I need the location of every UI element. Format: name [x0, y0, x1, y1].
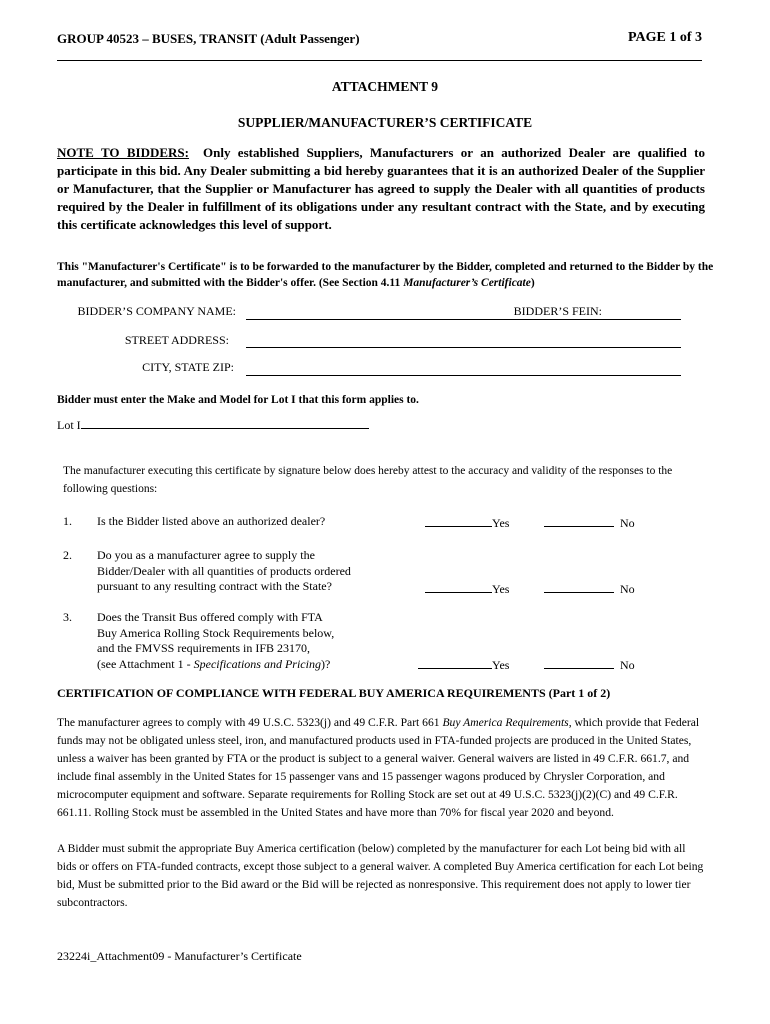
attachment-title: ATTACHMENT 9	[331, 79, 439, 94]
question-1-no-label: No	[620, 516, 635, 530]
question-1-no	[544, 514, 635, 532]
page-number: PAGE 1 of 3	[627, 30, 702, 45]
attest-text: The manufacturer executing this certificate by signature below does hereby attest to the accuracy and validity of the responses to the following questions:	[63, 465, 673, 495]
question-2-text	[97, 548, 351, 595]
question-2-no	[544, 580, 635, 598]
question-3-line-4-post: )?	[320, 656, 331, 671]
make-model-instruction: Bidder must enter the Make and Model for Lot I that this form applies to.	[57, 394, 419, 406]
question-1-yes	[425, 514, 509, 532]
question-1-text: Is the Bidder listed above an authorized dealer?	[97, 514, 326, 528]
compliance-paragraph-2: A Bidder must submit the appropriate Buy America certification (below) completed by the manufacturer for each Lot being bid with all bids or offers on FTA-funded contracts, except those subject to a general waiver. A completed Buy America certification for each Lot being bid, Must be submitted prior to the Bid award or the Bid will be rejected as nonresponsive. This requirement does not apply to lower tier subcontractors.	[57, 842, 704, 909]
note-text: Only established Suppliers, Manufacturers or an authorized Dealer are qualified to participate in this bid. Any Dealer submitting a bid hereby guarantees that it is an authorized Dealer of the Supplier or Manufacturer, that the Supplier or Manufacturer has agreed to supply the Dealer with all quantities of products required by the Dealer in fulfillment of its obligations under any resultant contract with the State, and by executing this certificate acknowledges this level of support.	[57, 145, 705, 232]
question-2-line-3: pursuant to any resulting contract with the State?	[97, 579, 332, 593]
fein-label: BIDDER’S FEIN:	[513, 304, 602, 318]
question-2-yes-label: Yes	[492, 582, 510, 596]
question-3-line-4	[97, 657, 334, 673]
question-3-yes	[418, 656, 509, 674]
question-1-number: 1.	[63, 514, 72, 528]
lot-line	[57, 416, 369, 433]
header-group-title: GROUP 40523 – BUSES, TRANSIT (Adult Passenger)	[57, 31, 360, 46]
company-name-label: BIDDER’S COMPANY NAME:	[77, 304, 236, 318]
question-3-no-blank[interactable]	[544, 656, 614, 669]
compliance-p1-italic: Buy America Requirements	[442, 716, 569, 729]
compliance-paragraph-1	[57, 714, 707, 822]
question-2-number: 2.	[63, 548, 72, 562]
note-to-bidders	[57, 144, 705, 234]
forward-note-italic: Manufacturer’s Certificate	[403, 277, 531, 289]
forward-note-end: )	[530, 277, 535, 289]
fein-field[interactable]	[471, 319, 681, 320]
question-3-line-2: Buy America Rolling Stock Requirements below,	[97, 625, 335, 640]
lot-label: Lot I	[57, 418, 81, 432]
form-title: SUPPLIER/MANUFACTURER’S CERTIFICATE	[237, 115, 533, 130]
question-3-yes-label: Yes	[492, 658, 510, 672]
question-3-no	[544, 656, 635, 674]
note-label: NOTE TO BIDDERS:	[57, 145, 189, 160]
compliance-p1-pre: The manufacturer agrees to comply with 49 U.S.C. 5323(j) and 49 C.F.R. Part 661	[57, 716, 443, 729]
question-2-yes	[425, 580, 509, 598]
question-2-no-blank[interactable]	[544, 580, 614, 593]
question-3-yes-blank[interactable]	[418, 656, 492, 669]
city-state-zip-label: CITY, STATE ZIP:	[142, 360, 234, 374]
question-3-line-4-pre: (see Attachment 1 -	[97, 656, 194, 671]
header-rule	[57, 60, 702, 61]
city-state-zip-field[interactable]	[246, 375, 681, 376]
question-2-no-label: No	[620, 582, 635, 596]
question-3-text	[97, 610, 334, 672]
company-name-field[interactable]	[246, 319, 471, 320]
forward-note	[57, 259, 717, 291]
question-2-yes-blank[interactable]	[425, 580, 492, 593]
lot-input[interactable]	[81, 416, 369, 429]
question-1-no-blank[interactable]	[544, 514, 614, 527]
question-1-yes-blank[interactable]	[425, 514, 492, 527]
question-3-line-4-italic: Specifications and Pricing	[193, 656, 321, 671]
question-3-no-label: No	[620, 658, 635, 672]
compliance-title: CERTIFICATION OF COMPLIANCE WITH FEDERAL BUY AMERICA REQUIREMENTS (Part 1 of 2)	[57, 686, 611, 700]
question-1-yes-label: Yes	[492, 516, 510, 530]
forward-note-text: This "Manufacturer's Certificate" is to be forwarded to the manufacturer by the Bidder, completed and returned to the Bidder by the manufacturer, and submitted with the Bidder's offer. (See Section 4.11	[57, 261, 714, 289]
street-address-label: STREET ADDRESS:	[124, 333, 229, 347]
question-2-line-2: Bidder/Dealer with all quantities of products ordered	[97, 563, 351, 578]
compliance-p1-post: , which provide that Federal funds may not be obligated unless steel, iron, and manufactured products used in FTA-funded projects are produced in the United States, unless a waiver has been granted by FTA or the product is subject to a general waiver. General waivers are listed in 49 C.F.R. 661.7, and include final assembly in the United States for 15 passenger vans and 15 passenger wagons produced by Chrysler Corporation, and microcomputer equipment and software. Separate requirements for Rolling Stock are set out at 49 U.S.C. 5323(j)(2)(C) and 49 C.F.R. 661.11. Rolling Stock must be assembled in the United States and have more than 70% for fiscal year 2020 and beyond.	[57, 716, 700, 819]
question-2-line-1: Do you as a manufacturer agree to supply the	[97, 548, 315, 562]
question-3-line-3: and the FMVSS requirements in IFB 23170,	[97, 641, 310, 655]
street-address-field[interactable]	[246, 347, 681, 348]
question-3-number: 3.	[63, 610, 72, 624]
question-3-line-1: Does the Transit Bus offered comply with FTA	[97, 610, 323, 624]
footer-document-id: 23224i_Attachment09 - Manufacturer’s Certificate	[57, 949, 302, 963]
